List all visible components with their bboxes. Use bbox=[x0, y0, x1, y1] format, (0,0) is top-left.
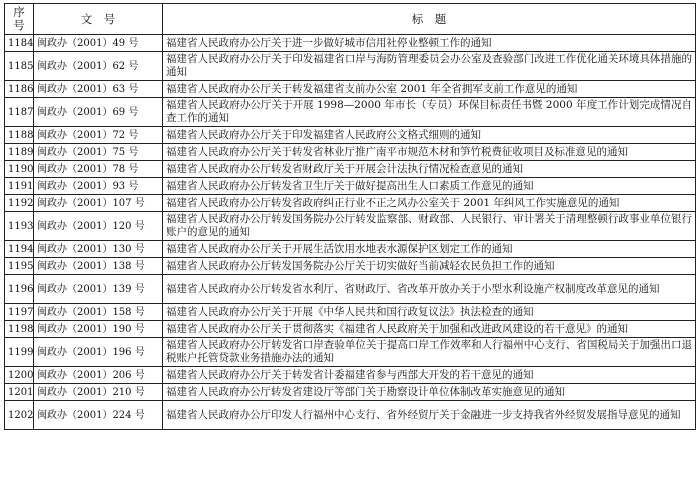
row-title: 福建省人民政府办公厅关于印发福建省人民政府公文格式细则的通知 bbox=[163, 127, 696, 144]
row-doc-number: 闽政办（2001）138 号 bbox=[34, 258, 163, 275]
table-row bbox=[5, 304, 696, 321]
row-seq-number: 1201 bbox=[5, 384, 34, 401]
header-seq-line-1: 序 bbox=[13, 5, 25, 19]
row-seq-number: 1193 bbox=[5, 212, 34, 241]
row-title: 福建省人民政府办公厅转发省水利厅、省财政厅、省改革开放办关于小型水利设施产权制度改革意见的通知 bbox=[163, 275, 696, 304]
row-title: 福建省人民政府办公厅关于转发省林业厅推广南平市规范木材和笋竹税费征收项目及标准意见的通知 bbox=[163, 144, 696, 161]
header-seq bbox=[5, 4, 34, 35]
row-doc-number: 闽政办（2001）120 号 bbox=[34, 212, 163, 241]
row-doc-number: 闽政办（2001）224 号 bbox=[34, 401, 163, 430]
row-seq-number: 1185 bbox=[5, 52, 34, 81]
row-doc-number: 闽政办（2001）72 号 bbox=[34, 127, 163, 144]
table-row bbox=[5, 127, 696, 144]
row-doc-number: 闽政办（2001）130 号 bbox=[34, 241, 163, 258]
row-title: 福建省人民政府办公厅关于进一步做好城市信用社停业整顿工作的通知 bbox=[163, 35, 696, 52]
table-row bbox=[5, 98, 696, 127]
table-row bbox=[5, 161, 696, 178]
row-title: 福建省人民政府办公厅转发省口岸查验单位关于提高口岸工作效率和人行福州中心支行、省国税局关于加强出口退税账户托管贷款业务措施办法的通知 bbox=[163, 338, 696, 367]
row-seq-number: 1189 bbox=[5, 144, 34, 161]
row-seq-number: 1198 bbox=[5, 321, 34, 338]
row-title: 福建省人民政府办公厅关于贯彻落实《福建省人民政府关于加强和改进政风建设的若干意见》的通知 bbox=[163, 321, 696, 338]
table-row bbox=[5, 275, 696, 304]
row-seq-number: 1188 bbox=[5, 127, 34, 144]
table-row bbox=[5, 35, 696, 52]
table-row bbox=[5, 195, 696, 212]
row-doc-number: 闽政办（2001）158 号 bbox=[34, 304, 163, 321]
row-doc-number: 闽政办（2001）62 号 bbox=[34, 52, 163, 81]
row-title: 福建省人民政府办公厅印发人行福州中心支行、省外经贸厅关于金融进一步支持我省外经贸发展指导意见的通知 bbox=[163, 401, 696, 430]
row-doc-number: 闽政办（2001）93 号 bbox=[34, 178, 163, 195]
row-doc-number: 闽政办（2001）139 号 bbox=[34, 275, 163, 304]
table-row bbox=[5, 258, 696, 275]
row-title: 福建省人民政府办公厅转发国务院办公厅转发监察部、财政部、人民银行、审计署关于清理整顿行政事业单位银行账户的意见的通知 bbox=[163, 212, 696, 241]
table-body bbox=[5, 35, 696, 430]
row-title: 福建省人民政府办公厅关于开展《中华人民共和国行政复议法》执法检查的通知 bbox=[163, 304, 696, 321]
row-seq-number: 1190 bbox=[5, 161, 34, 178]
table-row bbox=[5, 321, 696, 338]
row-seq-number: 1202 bbox=[5, 401, 34, 430]
row-seq-number: 1194 bbox=[5, 241, 34, 258]
row-title: 福建省人民政府办公厅转发省卫生厅关于做好提高出生人口素质工作意见的通知 bbox=[163, 178, 696, 195]
row-seq-number: 1200 bbox=[5, 367, 34, 384]
table-header-row bbox=[5, 4, 696, 35]
table-row bbox=[5, 178, 696, 195]
row-seq-number: 1197 bbox=[5, 304, 34, 321]
row-seq-number: 1184 bbox=[5, 35, 34, 52]
table-row bbox=[5, 241, 696, 258]
header-doc-number: 文 号 bbox=[34, 4, 163, 35]
row-seq-number: 1186 bbox=[5, 81, 34, 98]
header-seq-line-2: 号 bbox=[13, 18, 25, 32]
row-doc-number: 闽政办（2001）107 号 bbox=[34, 195, 163, 212]
row-doc-number: 闽政办（2001）206 号 bbox=[34, 367, 163, 384]
row-title: 福建省人民政府办公厅转发国务院办公厅关于切实做好当前减轻农民负担工作的通知 bbox=[163, 258, 696, 275]
row-title: 福建省人民政府办公厅转发省建设厅等部门关于勘察设计单位体制改革实施意见的通知 bbox=[163, 384, 696, 401]
table-row bbox=[5, 338, 696, 367]
row-title: 福建省人民政府办公厅关于转发省计委福建省参与西部大开发的若干意见的通知 bbox=[163, 367, 696, 384]
table-row bbox=[5, 81, 696, 98]
row-doc-number: 闽政办（2001）75 号 bbox=[34, 144, 163, 161]
row-seq-number: 1199 bbox=[5, 338, 34, 367]
row-doc-number: 闽政办（2001）190 号 bbox=[34, 321, 163, 338]
row-doc-number: 闽政办（2001）69 号 bbox=[34, 98, 163, 127]
table-row bbox=[5, 384, 696, 401]
row-doc-number: 闽政办（2001）196 号 bbox=[34, 338, 163, 367]
row-seq-number: 1192 bbox=[5, 195, 34, 212]
table-row bbox=[5, 401, 696, 430]
row-seq-number: 1195 bbox=[5, 258, 34, 275]
row-seq-number: 1191 bbox=[5, 178, 34, 195]
row-doc-number: 闽政办（2001）78 号 bbox=[34, 161, 163, 178]
row-seq-number: 1196 bbox=[5, 275, 34, 304]
row-title: 福建省人民政府办公厅转发省财政厅关于开展会计法执行情况检查意见的通知 bbox=[163, 161, 696, 178]
table-row bbox=[5, 52, 696, 81]
header-title: 标 题 bbox=[163, 4, 696, 35]
row-title: 福建省人民政府办公厅关于开展生活饮用水地表水源保护区划定工作的通知 bbox=[163, 241, 696, 258]
row-doc-number: 闽政办（2001）49 号 bbox=[34, 35, 163, 52]
table-row bbox=[5, 367, 696, 384]
row-title: 福建省人民政府办公厅转发省政府纠正行业不正之风办公室关于 2001 年纠风工作实施意见的通知 bbox=[163, 195, 696, 212]
row-seq-number: 1187 bbox=[5, 98, 34, 127]
document-index-table bbox=[4, 3, 696, 430]
table-row bbox=[5, 144, 696, 161]
row-title: 福建省人民政府办公厅关于转发福建省支前办公室 2001 年全省拥军支前工作意见的通知 bbox=[163, 81, 696, 98]
table-row bbox=[5, 212, 696, 241]
row-title: 福建省人民政府办公厅关于印发福建省口岸与海防管理委员会办公室及查验部门改进工作优化通关环境具体措施的通知 bbox=[163, 52, 696, 81]
row-title: 福建省人民政府办公厅关于开展 1998—2000 年市长（专员）环保目标责任书暨 2000 年度工作计划完成情况自查工作的通知 bbox=[163, 98, 696, 127]
row-doc-number: 闽政办（2001）210 号 bbox=[34, 384, 163, 401]
row-doc-number: 闽政办（2001）63 号 bbox=[34, 81, 163, 98]
